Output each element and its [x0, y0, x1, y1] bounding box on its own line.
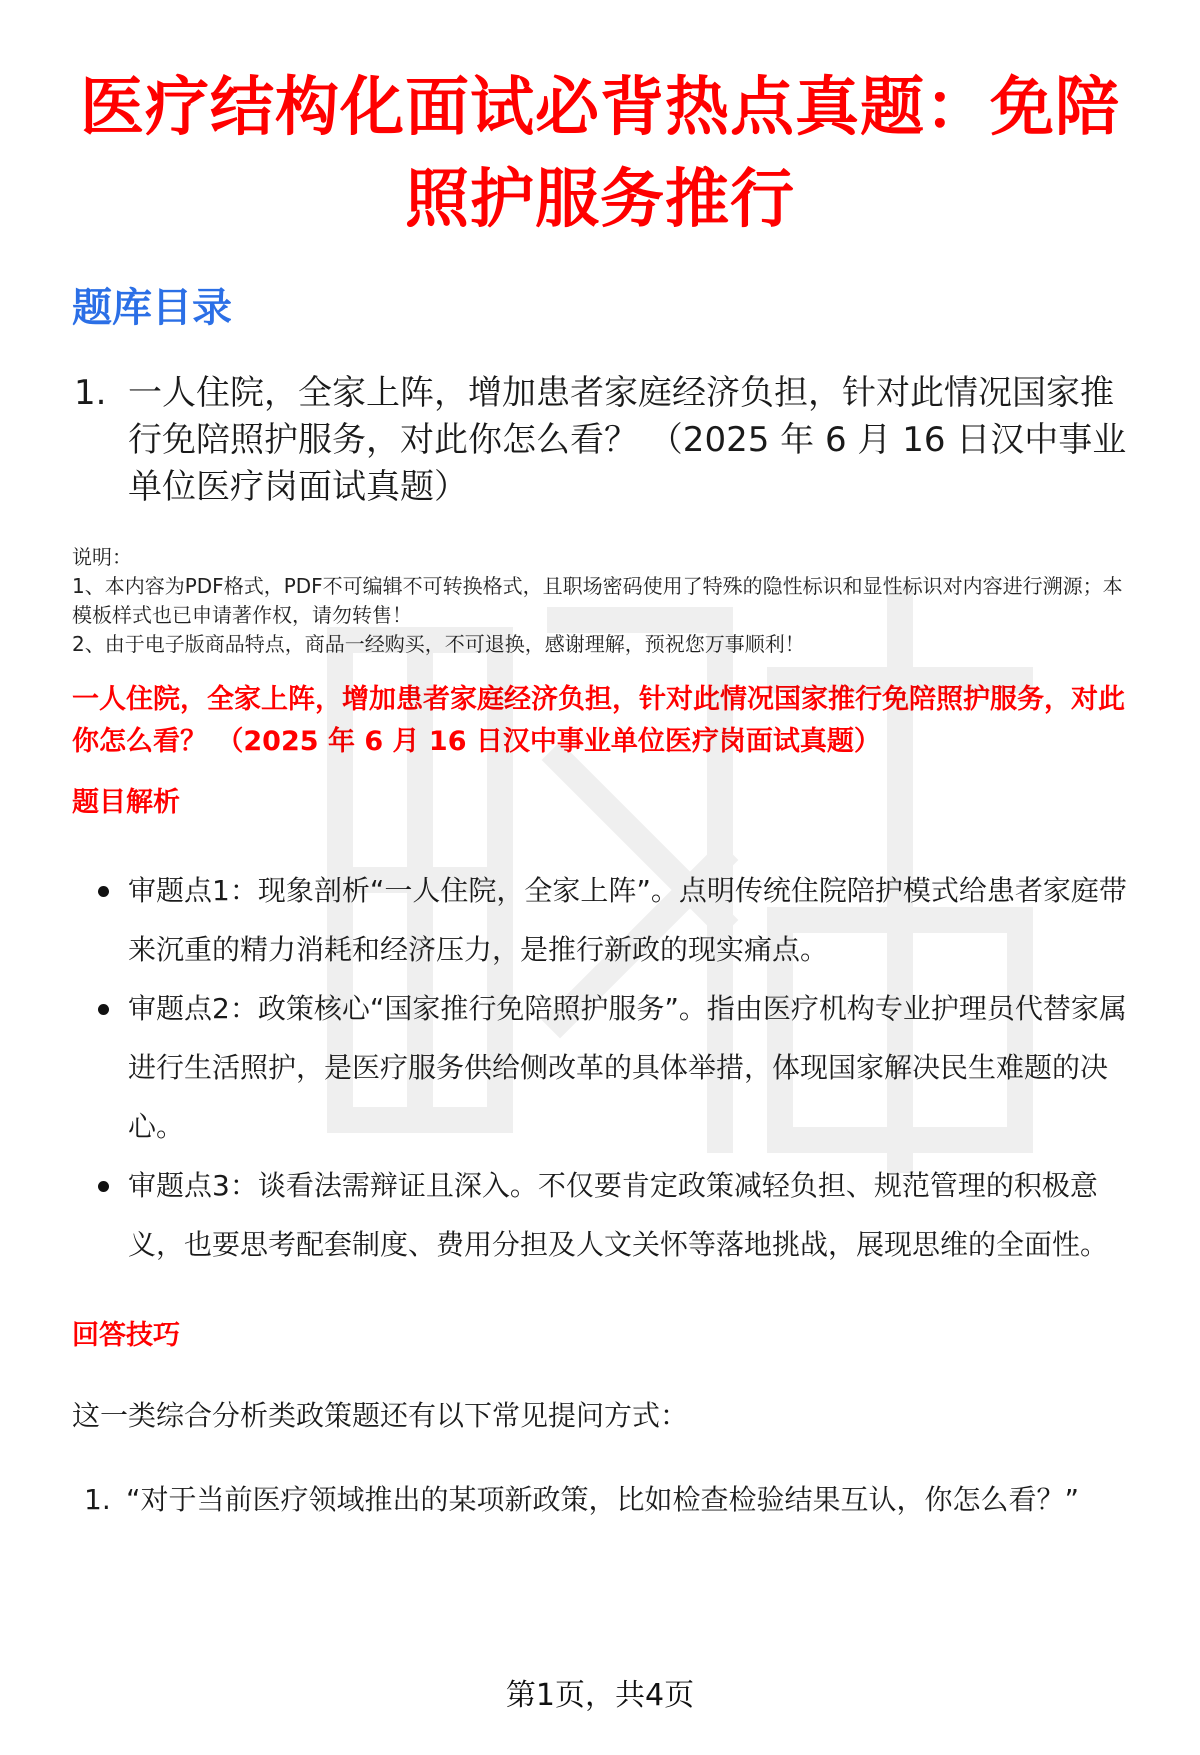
toc-heading: 题库目录: [72, 285, 232, 331]
notes-label: 说明：: [72, 545, 132, 569]
analysis-list: [72, 861, 1128, 1274]
tips-heading: 回答技巧: [72, 1320, 180, 1351]
analysis-point: [72, 979, 1128, 1156]
analysis-point: [72, 861, 1128, 979]
bullet-dot-icon: [98, 1181, 109, 1192]
tips-item-number: 1.: [84, 1483, 111, 1516]
analysis-point-text: 审题点3：谈看法需辩证且深入。不仅要肯定政策减轻负担、规范管理的积极意义，也要思考配套制度、费用分担及人文关怀等落地挑战，展现思维的全面性。: [128, 1169, 1109, 1261]
toc-item[interactable]: [72, 370, 1128, 511]
tips-list: [72, 1470, 1128, 1530]
notes-line-1: 1、本内容为PDF格式，PDF不可编辑不可转换格式，且职场密码使用了特殊的隐性标识和显性标识对内容进行溯源；本模板样式也已申请著作权，请勿转售！: [72, 574, 1123, 627]
notes-block: [72, 543, 1128, 659]
analysis-point: [72, 1156, 1128, 1274]
toc-item-text: 一人住院，全家上阵，增加患者家庭经济负担，针对此情况国家推行免陪照护服务，对此你怎么看？ （2025 年 6 月 16 日汉中事业单位医疗岗面试真题）: [128, 373, 1127, 507]
notes-line-2: 2、由于电子版商品特点，商品一经购买，不可退换，感谢理解，预祝您万事顺利！: [72, 632, 805, 656]
analysis-point-text: 审题点1：现象剖析“一人住院，全家上阵”。点明传统住院陪护模式给患者家庭带来沉重的精力消耗和经济压力，是推行新政的现实痛点。: [128, 874, 1127, 966]
page-number-footer: 第1页，共4页: [505, 1678, 695, 1713]
tips-item: [72, 1470, 1128, 1530]
tips-intro: 这一类综合分析类政策题还有以下常见提问方式：: [72, 1399, 689, 1432]
bullet-dot-icon: [98, 886, 109, 897]
analysis-point-text: 审题点2：政策核心“国家推行免陪照护服务”。指由医疗机构专业护理员代替家属进行生活照护，是医疗服务供给侧改革的具体举措，体现国家解决民生难题的决心。: [128, 992, 1127, 1143]
toc-list: [72, 370, 1128, 511]
tips-item-text: “对于当前医疗领域推出的某项新政策，比如检查检验结果互认，你怎么看？”: [126, 1483, 1080, 1516]
document-title: 医疗结构化面试必背热点真题：免陪照护服务推行: [80, 71, 1120, 237]
analysis-heading: 题目解析: [72, 787, 180, 818]
question-title: 一人住院，全家上阵，增加患者家庭经济负担，针对此情况国家推行免陪照护服务，对此你怎么看？ （2025 年 6 月 16 日汉中事业单位医疗岗面试真题）: [72, 684, 1125, 757]
bullet-dot-icon: [98, 1004, 109, 1015]
toc-item-number: 1.: [74, 373, 107, 413]
